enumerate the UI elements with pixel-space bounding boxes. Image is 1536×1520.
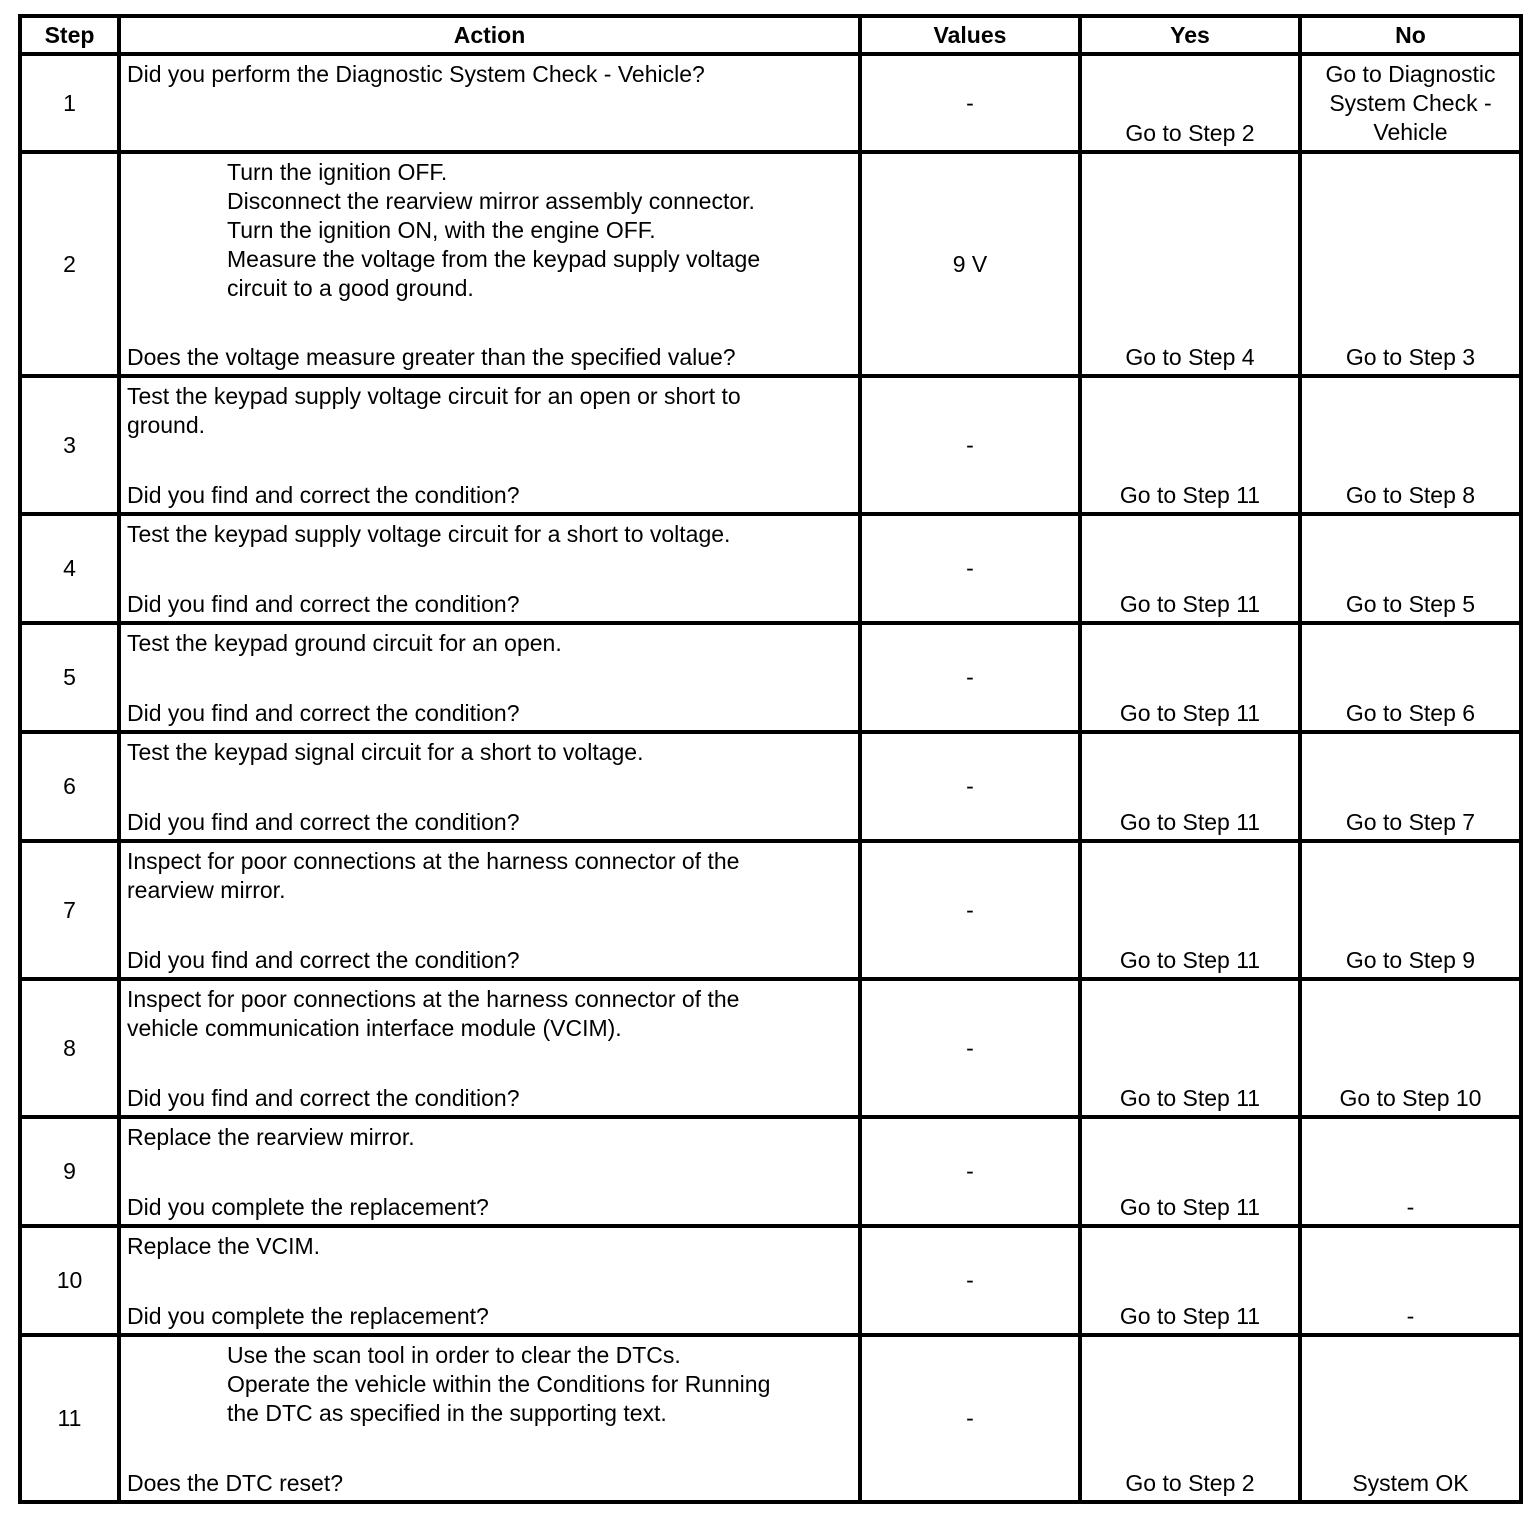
step-number: 6 [20,732,119,841]
no-cell [1300,152,1521,376]
action-line: Disconnect the rearview mirror assembly connector. [227,188,755,214]
diagnostic-table [18,14,1523,1504]
yes-result: Go to Step 11 [1119,809,1261,835]
table-row [20,1117,1521,1226]
action-line: Turn the ignition OFF. [227,159,448,185]
yes-result: Go to Step 11 [1119,1085,1261,1111]
step-number: 8 [20,979,119,1117]
action-line: Test the keypad signal circuit for a short to voltage. [127,739,644,765]
action-cell [119,376,860,514]
action-line: Replace the rearview mirror. [127,1124,415,1150]
no-result: Go to Step 6 [1345,700,1476,726]
action-cell [119,623,860,732]
table-row [20,1226,1521,1335]
yes-result: Go to Step 11 [1119,947,1261,973]
action-cell [119,841,860,979]
no-result: - [1406,1194,1415,1220]
step-number: 10 [20,1226,119,1335]
action-question: Did you complete the replacement? [127,1303,489,1329]
action-line: ground. [127,412,206,438]
step-number: 3 [20,376,119,514]
header-step: Step [20,16,119,54]
header-no: No [1300,16,1521,54]
action-question: Did you find and correct the condition? [127,809,520,835]
no-cell [1300,979,1521,1117]
no-result: Go to Step 5 [1345,591,1476,617]
no-cell [1300,1335,1521,1502]
action-line: Test the keypad supply voltage circuit for a short to voltage. [127,521,731,547]
action-instructions [127,60,852,89]
action-question: Did you find and correct the condition? [127,591,520,617]
yes-cell [1080,732,1300,841]
header-values: Values [860,16,1080,54]
step-number: 2 [20,152,119,376]
yes-result: Go to Step 11 [1119,1194,1261,1220]
action-cell [119,1335,860,1502]
action-cell [119,152,860,376]
action-line: vehicle communication interface module (VCIM). [127,1015,622,1041]
action-line: Test the keypad supply voltage circuit for an open or short to [127,383,741,409]
yes-result: Go to Step 11 [1119,700,1261,726]
action-line: Measure the voltage from the keypad supply voltage [227,246,761,272]
yes-result: Go to Step 11 [1119,482,1261,508]
action-line: Did you perform the Diagnostic System Check - Vehicle? [127,61,705,87]
value-cell: - [860,514,1080,623]
action-line: Test the keypad ground circuit for an open. [127,630,562,656]
step-number: 11 [20,1335,119,1502]
action-line: Turn the ignition ON, with the engine OFF. [227,217,656,243]
step-number: 5 [20,623,119,732]
no-result: System OK [1352,1470,1469,1496]
no-cell [1300,732,1521,841]
action-line: Inspect for poor connections at the harness connector of the [127,986,740,1012]
step-number: 1 [20,54,119,152]
no-cell [1300,376,1521,514]
value-cell: - [860,1226,1080,1335]
action-cell [119,514,860,623]
yes-cell [1080,1117,1300,1226]
no-result: - [1406,1303,1415,1329]
table-row [20,1335,1521,1502]
action-instructions [227,1341,852,1428]
action-instructions [127,629,852,658]
action-question: Did you find and correct the condition? [127,700,520,726]
yes-cell [1080,841,1300,979]
no-result-line: Go to Diagnostic [1325,61,1496,87]
no-result: Go to Step 8 [1345,482,1476,508]
yes-result: Go to Step 4 [1125,344,1255,370]
table-row [20,979,1521,1117]
value-cell: - [860,1335,1080,1502]
no-cell [1300,54,1521,152]
action-line: Use the scan tool in order to clear the DTCs. [227,1342,681,1368]
action-cell [119,732,860,841]
action-instructions [127,985,852,1043]
yes-cell [1080,152,1300,376]
action-line: Operate the vehicle within the Conditions for Running [227,1371,771,1397]
action-question: Did you find and correct the condition? [127,1085,520,1111]
action-line: Replace the VCIM. [127,1233,321,1259]
table-row [20,514,1521,623]
step-number: 4 [20,514,119,623]
yes-result: Go to Step 2 [1125,1470,1255,1496]
no-cell [1300,1226,1521,1335]
action-instructions [127,738,852,767]
no-cell [1300,841,1521,979]
no-cell [1300,1117,1521,1226]
action-cell [119,1226,860,1335]
step-number: 7 [20,841,119,979]
action-line: circuit to a good ground. [227,275,474,301]
no-result-line: Vehicle [1373,119,1448,145]
action-cell [119,979,860,1117]
action-instructions [127,1123,852,1152]
action-instructions [127,520,852,549]
value-cell: - [860,54,1080,152]
action-question: Did you find and correct the condition? [127,947,520,973]
value-cell: - [860,623,1080,732]
no-result-line: System Check - [1329,90,1492,116]
action-line: rearview mirror. [127,877,286,903]
action-question: Does the DTC reset? [127,1470,344,1496]
value-cell: - [860,1117,1080,1226]
action-cell [119,1117,860,1226]
yes-cell [1080,514,1300,623]
step-number: 9 [20,1117,119,1226]
no-result: Go to Step 9 [1345,947,1476,973]
table-row [20,152,1521,376]
yes-cell [1080,376,1300,514]
header-action: Action [119,16,860,54]
value-cell: - [860,732,1080,841]
action-question: Does the voltage measure greater than the specified value? [127,344,736,370]
action-instructions [127,847,852,905]
action-instructions [127,1232,852,1261]
yes-result: Go to Step 2 [1125,120,1255,146]
table-row [20,376,1521,514]
no-cell [1300,514,1521,623]
yes-cell [1080,1335,1300,1502]
yes-result: Go to Step 11 [1119,591,1261,617]
value-cell: - [860,841,1080,979]
table-row [20,623,1521,732]
action-question: Did you find and correct the condition? [127,482,520,508]
no-result [1302,60,1519,147]
action-line: the DTC as specified in the supporting text. [227,1400,667,1426]
action-cell [119,54,860,152]
no-result: Go to Step 3 [1345,344,1476,370]
table-row [20,732,1521,841]
action-instructions [127,382,852,440]
no-result: Go to Step 10 [1339,1085,1482,1111]
no-result: Go to Step 7 [1345,809,1476,835]
value-cell: 9 V [860,152,1080,376]
table-row [20,54,1521,152]
action-question: Did you complete the replacement? [127,1194,489,1220]
value-cell: - [860,979,1080,1117]
header-row [20,16,1521,54]
no-cell [1300,623,1521,732]
header-yes: Yes [1080,16,1300,54]
yes-cell [1080,1226,1300,1335]
yes-cell [1080,54,1300,152]
yes-cell [1080,979,1300,1117]
yes-result: Go to Step 11 [1119,1303,1261,1329]
value-cell: - [860,376,1080,514]
action-instructions [227,158,852,303]
table-row [20,841,1521,979]
action-line: Inspect for poor connections at the harness connector of the [127,848,740,874]
yes-cell [1080,623,1300,732]
